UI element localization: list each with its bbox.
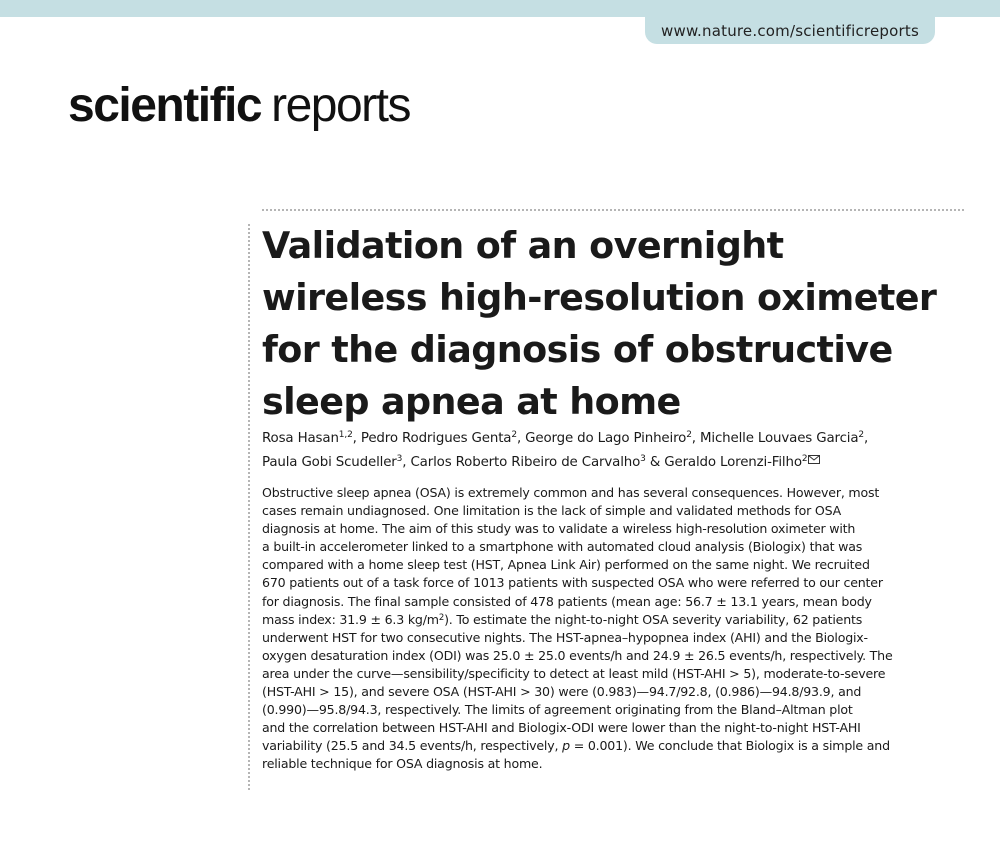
logo-light-word: reports [271, 79, 410, 132]
author-separator: & [645, 455, 665, 470]
author-affiliation: 2 [801, 454, 808, 464]
abstract-line [262, 611, 962, 629]
abstract-line: cases remain undiagnosed. One limitation is the lack of simple and validated methods for OSA [262, 503, 842, 519]
abstract [262, 484, 962, 774]
author-line-1 [262, 428, 962, 450]
title-line: Validation of an overnight [262, 224, 784, 267]
abstract-text: = 0.001). We conclude that Biologix is a simple and [569, 738, 890, 754]
author-name[interactable]: George do Lago Pinheiro [525, 431, 687, 446]
author-line-2 [262, 450, 962, 474]
abstract-line [262, 737, 962, 755]
abstract-line: (0.990)—95.8/94.3, respectively. The limits of agreement originating from the Bland–Altman plot [262, 702, 853, 718]
dotted-divider-horizontal [262, 209, 964, 211]
title-line: wireless high-resolution oximeter [262, 276, 937, 319]
author-affiliation: 1,2 [338, 430, 353, 440]
journal-logo [68, 78, 410, 133]
abstract-line: 670 patients out of a task force of 1013 patients with suspected OSA who were referred to our center [262, 575, 883, 591]
author-affiliation: 3 [396, 454, 403, 464]
article-title [262, 220, 952, 428]
author-name[interactable]: Pedro Rodrigues Genta [360, 431, 512, 446]
journal-url[interactable]: www.nature.com/scientificreports [661, 21, 919, 40]
email-envelope-icon[interactable] [808, 450, 820, 472]
abstract-line: and the correlation between HST-AHI and Biologix-ODI were lower than the night-to-night HST-AHI [262, 720, 861, 736]
abstract-line: oxygen desaturation index (ODI) was 25.0 ± 25.0 events/h and 24.9 ± 26.5 events/h, respectively. The [262, 647, 893, 663]
title-line: for the diagnosis of obstructive [262, 328, 893, 371]
author-affiliation: 2 [511, 430, 517, 440]
author-name[interactable]: Michelle Louvaes Garcia [699, 431, 859, 446]
author-separator: , [516, 431, 526, 446]
author-name[interactable]: Carlos Roberto Ribeiro de Carvalho [410, 455, 641, 470]
abstract-line: diagnosis at home. The aim of this study was to validate a wireless high-resolution oximeter with [262, 521, 856, 537]
author-separator: , [691, 431, 700, 446]
title-line: sleep apnea at home [262, 380, 681, 423]
abstract-line: for diagnosis. The final sample consisted of 478 patients (mean age: 56.7 ± 13.1 years, mean body [262, 593, 872, 609]
abstract-text: mass index: 31.9 ± 6.3 kg/m [262, 611, 439, 627]
abstract-line: compared with a home sleep test (HST, Apnea Link Air) performed on the same night. We recruited [262, 557, 870, 573]
author-affiliation: 3 [640, 454, 646, 464]
author-name[interactable]: Rosa Hasan [262, 431, 339, 446]
dotted-divider-vertical [248, 224, 250, 790]
author-separator: , [402, 455, 411, 470]
header-band [0, 0, 1000, 17]
logo-bold-word: scientific [68, 79, 262, 132]
author-separator: , [864, 431, 869, 446]
author-name[interactable]: Geraldo Lorenzi-Filho [664, 455, 802, 470]
abstract-line: a built-in accelerometer linked to a smartphone with automated cloud analysis (Biologix) that was [262, 539, 863, 555]
abstract-line: Obstructive sleep apnea (OSA) is extremely common and has several consequences. However, most [262, 485, 880, 500]
abstract-italic-p: p [562, 738, 570, 754]
abstract-line: area under the curve—sensibility/specificity to detect at least mild (HST-AHI > 5), moderate-to-severe [262, 665, 886, 681]
author-separator: , [352, 431, 361, 446]
abstract-line: reliable technique for OSA diagnosis at home. [262, 756, 543, 772]
abstract-superscript: 2 [438, 612, 445, 623]
abstract-line: (HST-AHI > 15), and severe OSA (HST-AHI > 30) were (0.983)—94.7/92.8, (0.986)—94.8/93.9, and [262, 684, 862, 700]
abstract-text: variability (25.5 and 34.5 events/h, respectively, [262, 738, 563, 754]
author-affiliation: 2 [686, 430, 692, 440]
abstract-line: underwent HST for two consecutive nights. The HST-apnea–hypopnea index (AHI) and the Biologix- [262, 629, 868, 645]
author-name[interactable]: Paula Gobi Scudeller [262, 455, 397, 470]
author-affiliation: 2 [858, 430, 864, 440]
abstract-text: ). To estimate the night-to-night OSA severity variability, 62 patients [444, 611, 863, 627]
journal-url-tab[interactable] [645, 17, 935, 44]
author-list [262, 428, 962, 474]
